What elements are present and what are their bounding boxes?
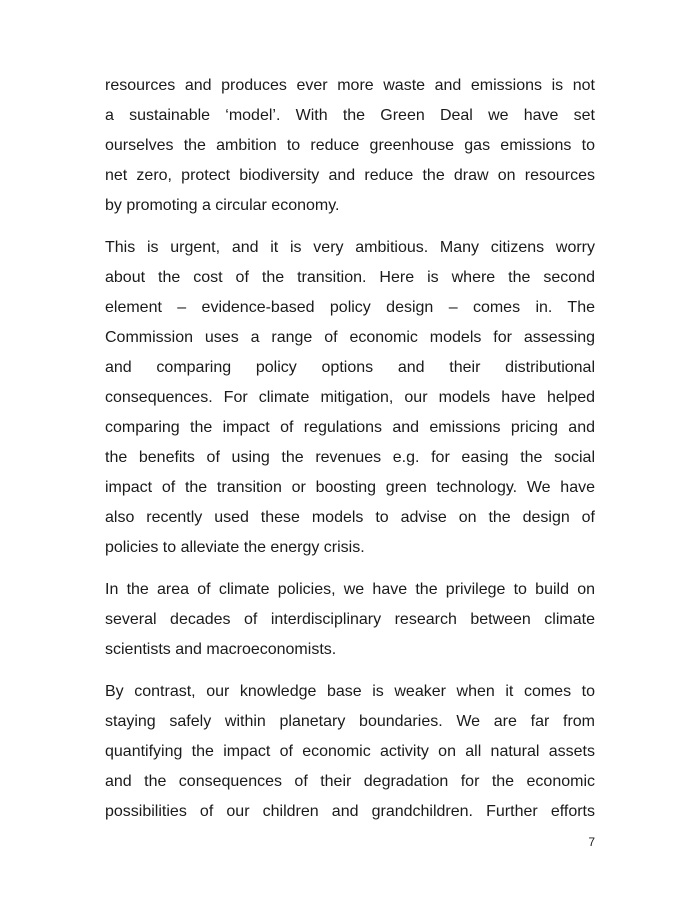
text-line: scientists and macroeconomists. (105, 641, 337, 658)
text-line: policies to alleviate the energy crisis. (105, 539, 365, 556)
text-line: comparing the impact of regulations and emissions pricing and (105, 419, 595, 436)
text-line: This is urgent, and it is very ambitious. Many citizens worry (105, 239, 595, 256)
text-line: In the area of climate policies, we have the privilege to build on (105, 581, 595, 598)
text-line: a sustainable ‘model’. With the Green Deal we have set (105, 107, 595, 124)
text-line: Commission uses a range of economic models for assessing (105, 329, 595, 346)
text-line: net zero, protect biodiversity and reduce the draw on resources (105, 167, 595, 184)
text-line: staying safely within planetary boundaries. We are far from (105, 713, 595, 730)
paragraph (105, 71, 595, 221)
paragraph (105, 233, 595, 563)
text-line: impact of the transition or boosting green technology. We have (105, 479, 595, 496)
text-line: also recently used these models to advise on the design of (105, 509, 595, 526)
text-line: quantifying the impact of economic activity on all natural assets (105, 743, 595, 760)
text-line: ourselves the ambition to reduce greenhouse gas emissions to (105, 137, 595, 154)
text-line: and comparing policy options and their distributional (105, 359, 595, 376)
text-line: By contrast, our knowledge base is weaker when it comes to (105, 683, 595, 700)
paragraph (105, 677, 595, 827)
text-line: element – evidence-based policy design – comes in. The (105, 299, 595, 316)
text-line: the benefits of using the revenues e.g. for easing the social (105, 449, 595, 466)
text-line: resources and produces ever more waste and emissions is not (105, 77, 595, 94)
text-line: possibilities of our children and grandchildren. Further efforts (105, 803, 595, 820)
text-line: about the cost of the transition. Here is where the second (105, 269, 595, 286)
text-line: and the consequences of their degradation for the economic (105, 773, 595, 790)
page-number: 7 (588, 835, 595, 849)
text-line: by promoting a circular economy. (105, 197, 340, 214)
paragraph (105, 575, 595, 665)
text-line: several decades of interdisciplinary research between climate (105, 611, 595, 628)
text-line: consequences. For climate mitigation, our models have helped (105, 389, 595, 406)
